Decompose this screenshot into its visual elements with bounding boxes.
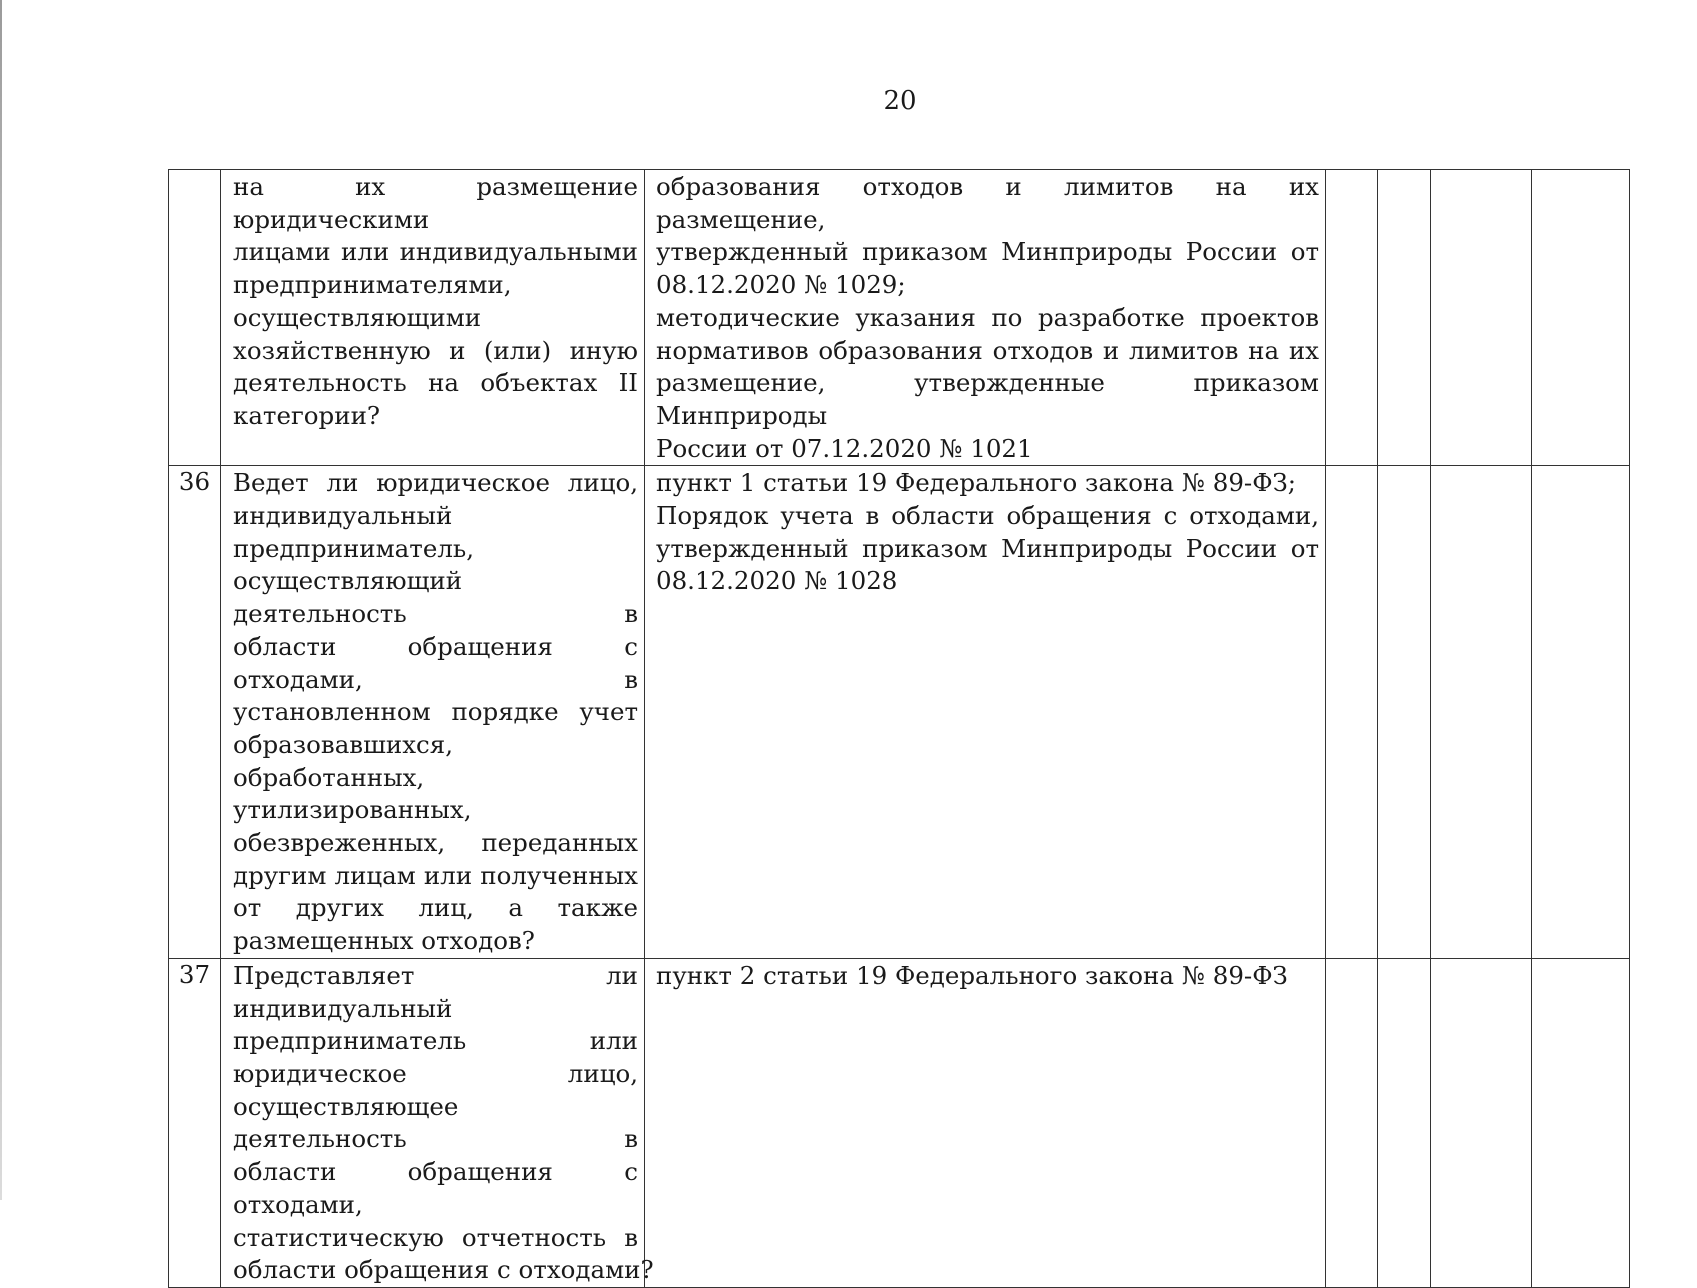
text-line: 08.12.2020 № 1028 xyxy=(656,566,898,596)
text-line: статистическую отчетность в xyxy=(233,1222,638,1252)
text-line: размещение, утвержденные приказом Минприроды xyxy=(656,368,1319,430)
text-line: на их размещение юридическими xyxy=(233,172,638,234)
text-line: образовавшихся, обработанных, xyxy=(233,729,453,792)
text-line: утвержденный приказом Минприроды России от xyxy=(656,237,1319,267)
table-row xyxy=(169,466,1630,959)
table-row xyxy=(169,170,1630,466)
note-cell[interactable] xyxy=(1532,170,1630,466)
answer-no-cell[interactable] xyxy=(1378,958,1431,1287)
page-number: 20 xyxy=(883,86,917,116)
answer-yes-cell[interactable] xyxy=(1326,466,1378,959)
reference-cell xyxy=(645,170,1326,466)
text-line: предприниматель или xyxy=(233,1026,638,1056)
text-line: деятельность на объектах II xyxy=(233,368,638,398)
table-row xyxy=(169,958,1630,1287)
text-line: методические указания по разработке проектов xyxy=(656,302,1319,332)
question-cell xyxy=(221,958,654,1287)
text-line: 08.12.2020 № 1029; xyxy=(656,270,906,300)
answer-yes-cell[interactable] xyxy=(1326,958,1378,1287)
text-line: области обращения с отходами, xyxy=(233,1157,638,1219)
text-line: осуществляющими xyxy=(233,302,482,332)
row-number xyxy=(169,170,221,466)
text-line: Представляет ли xyxy=(233,960,638,990)
reference-cell xyxy=(645,466,1326,959)
text-line: утвержденный приказом Минприроды России от xyxy=(656,533,1319,563)
reference-cell xyxy=(645,958,1326,1287)
note-cell[interactable] xyxy=(1532,466,1630,959)
text-line: категории? xyxy=(233,400,381,430)
question-cell xyxy=(221,466,645,959)
answer-no-cell[interactable] xyxy=(1378,170,1431,466)
text-line: от других лиц, а также xyxy=(233,893,638,923)
row-number: 36 xyxy=(169,466,221,959)
answer-no-cell[interactable] xyxy=(1378,466,1431,959)
text-line: юридическое лицо, xyxy=(233,1058,638,1088)
text-line: лицами или индивидуальными xyxy=(233,237,638,267)
text-line: утилизированных, xyxy=(233,795,472,825)
text-line: установленном порядке учет xyxy=(233,697,638,727)
text-line: обезвреженных, переданных xyxy=(233,828,638,858)
answer-not-applicable-cell[interactable] xyxy=(1431,466,1532,959)
text-line: пункт 2 статьи 19 Федерального закона № 89-ФЗ xyxy=(656,960,1288,990)
text-line: пункт 1 статьи 19 Федерального закона № 89-ФЗ; xyxy=(656,468,1297,498)
scan-edge xyxy=(0,0,2,1200)
text-line: индивидуальный xyxy=(233,501,453,531)
answer-yes-cell[interactable] xyxy=(1326,170,1378,466)
question-cell xyxy=(221,170,645,466)
text-line: осуществляющий деятельность в xyxy=(233,566,638,629)
text-line: Порядок учета в области обращения с отходами, xyxy=(656,501,1319,531)
text-line: размещенных отходов? xyxy=(233,926,535,956)
text-line: Ведет ли юридическое лицо, xyxy=(233,468,638,498)
checklist-table xyxy=(168,169,1630,1288)
text-line: индивидуальный xyxy=(233,993,453,1023)
text-line: предпринимателями, xyxy=(233,270,512,300)
row-number: 37 xyxy=(169,958,221,1287)
text-line: нормативов образования отходов и лимитов на их xyxy=(656,335,1319,365)
text-line: области обращения с отходами? xyxy=(233,1255,654,1285)
text-line: образования отходов и лимитов на их размещение, xyxy=(656,172,1319,234)
answer-not-applicable-cell[interactable] xyxy=(1431,958,1532,1287)
text-line: предприниматель, xyxy=(233,533,475,563)
text-line: России от 07.12.2020 № 1021 xyxy=(656,433,1033,463)
answer-not-applicable-cell[interactable] xyxy=(1431,170,1532,466)
text-line: осуществляющее деятельность в xyxy=(233,1091,638,1154)
text-line: другим лицам или полученных xyxy=(233,860,638,890)
text-line: хозяйственную и (или) иную xyxy=(233,335,638,365)
text-line: области обращения с отходами, в xyxy=(233,631,638,694)
note-cell[interactable] xyxy=(1532,958,1630,1287)
